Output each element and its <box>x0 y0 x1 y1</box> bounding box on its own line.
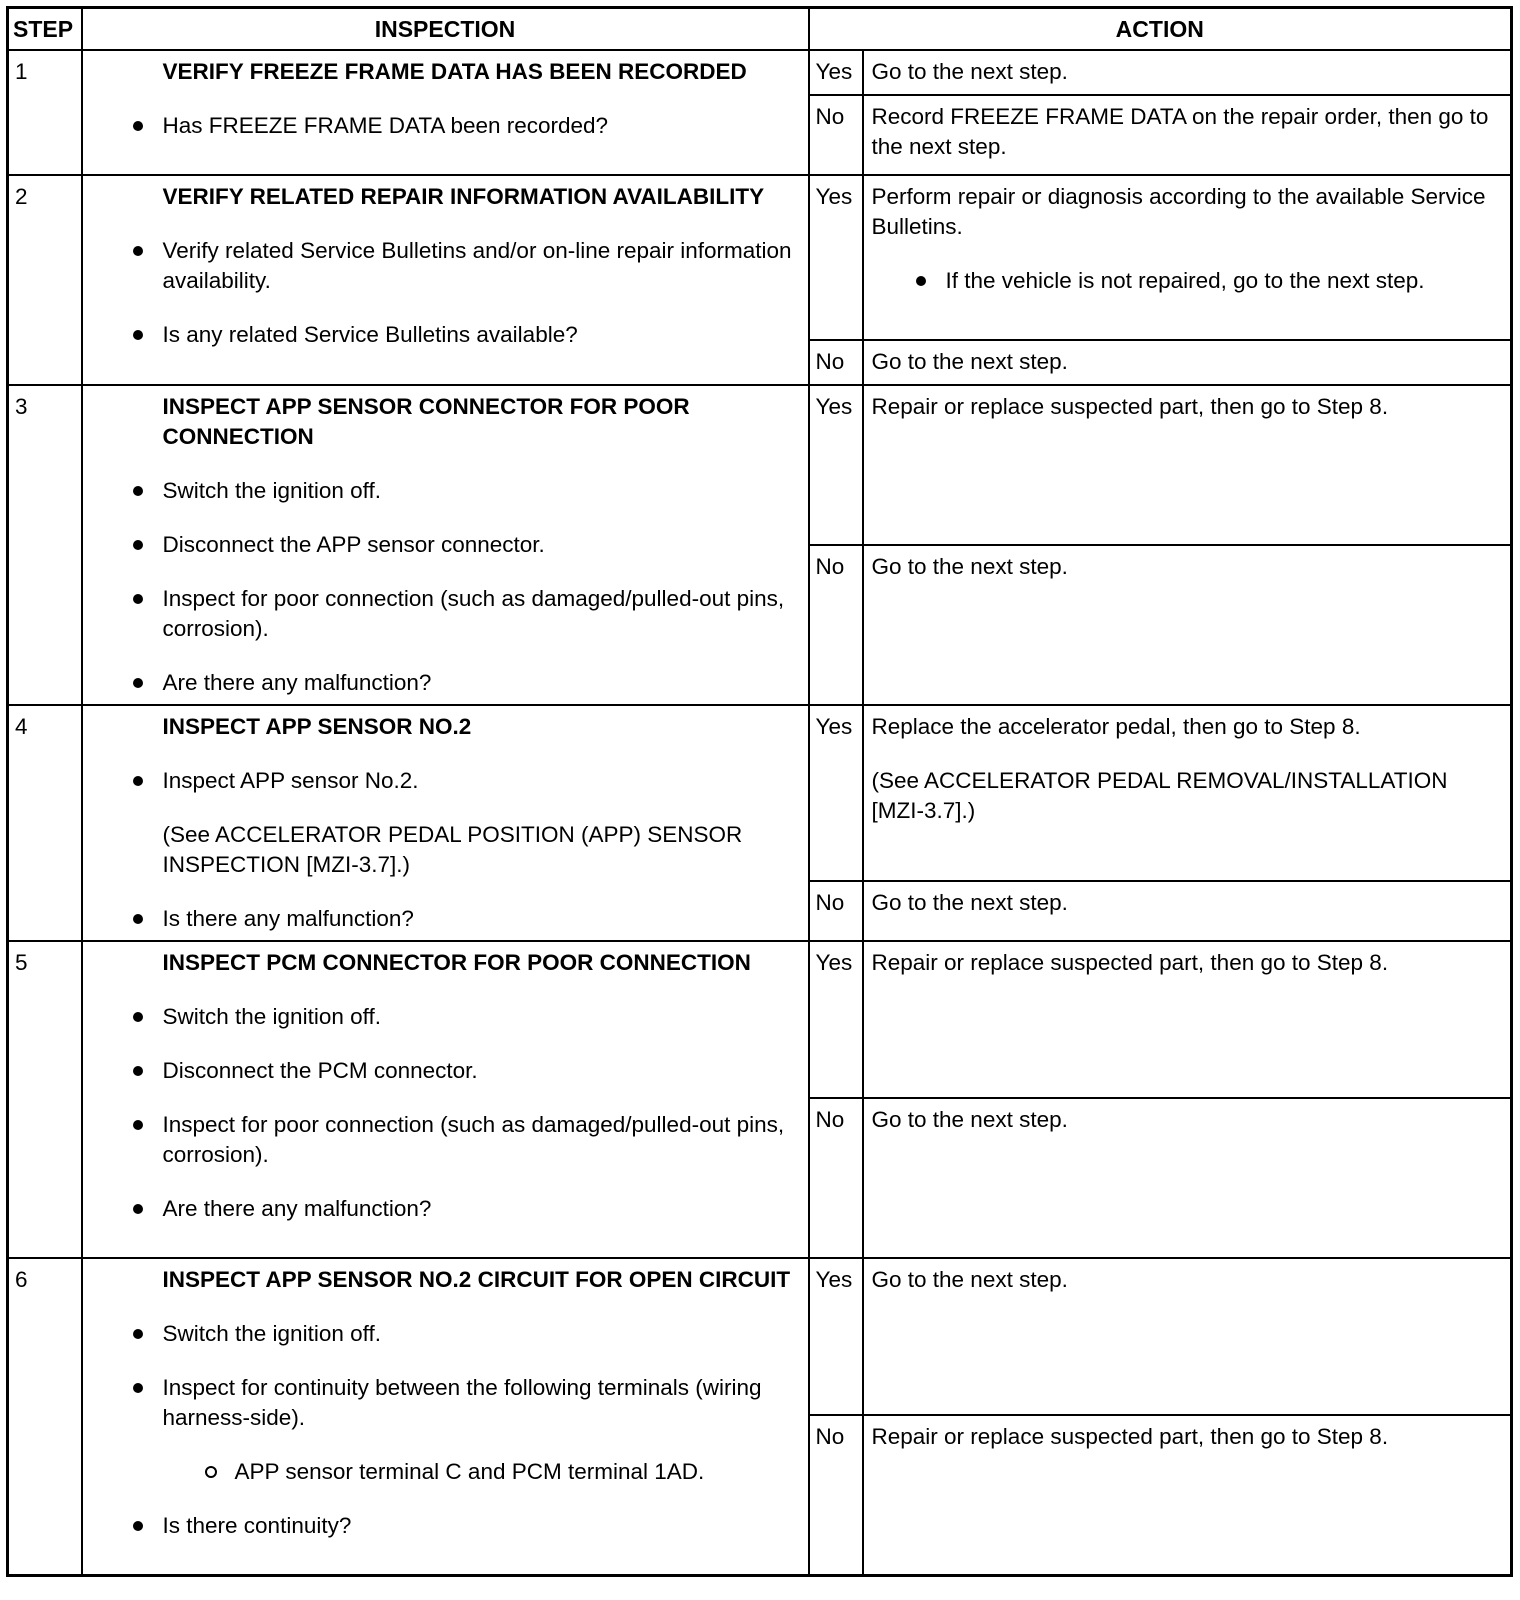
inspection-bullet: Inspect for poor connection (such as damaged/pulled-out pins, corrosion). <box>163 584 800 644</box>
yes-label: Yes <box>809 50 863 95</box>
action-text: Go to the next step. <box>871 349 1068 374</box>
yes-action <box>863 705 1512 881</box>
action-text: Go to the next step. <box>871 554 1068 579</box>
action-text: Perform repair or diagnosis according to the available Service Bulletins. <box>871 184 1486 239</box>
no-action <box>863 545 1512 705</box>
action-text: Repair or replace suspected part, then go to Step 8. <box>871 950 1389 975</box>
step-row <box>8 175 1512 340</box>
step-row <box>8 941 1512 1098</box>
step-row <box>8 385 1512 545</box>
header-row <box>8 8 1512 51</box>
inspection-bullet: Inspect for poor connection (such as damaged/pulled-out pins, corrosion). <box>163 1110 800 1170</box>
action-text: Repair or replace suspected part, then go to Step 8. <box>871 1424 1389 1449</box>
inspection-bullet: Is there continuity? <box>163 1511 800 1541</box>
inspection-title: INSPECT APP SENSOR NO.2 <box>162 714 472 739</box>
yes-label: Yes <box>809 941 863 1098</box>
no-label: No <box>809 1098 863 1258</box>
yes-label: Yes <box>809 705 863 881</box>
action-text: Repair or replace suspected part, then go to Step 8. <box>871 394 1389 419</box>
yes-action <box>863 1258 1512 1415</box>
inspection-bullet: Has FREEZE FRAME DATA been recorded? <box>163 111 800 141</box>
action-text: Go to the next step. <box>871 1267 1068 1292</box>
inspection-title: INSPECT APP SENSOR NO.2 CIRCUIT FOR OPEN CIRCUIT <box>162 1267 791 1292</box>
inspection-bullet: Switch the ignition off. <box>163 476 800 506</box>
step-row <box>8 50 1512 95</box>
step-row <box>8 1258 1512 1415</box>
inspection-bullet: Is any related Service Bulletins available? <box>163 320 800 350</box>
inspection-bullet: Switch the ignition off. <box>163 1319 800 1349</box>
yes-action <box>863 50 1512 95</box>
no-action <box>863 340 1512 385</box>
inspection-cell <box>82 941 809 1258</box>
inspection-bullet: Inspect for continuity between the following terminals (wiring harness-side). <box>163 1373 800 1433</box>
no-action <box>863 1415 1512 1575</box>
yes-action <box>863 175 1512 340</box>
yes-action <box>863 941 1512 1098</box>
inspection-cell <box>82 50 809 175</box>
action-text: Go to the next step. <box>871 59 1068 84</box>
inspection-cell <box>82 385 809 705</box>
inspection-note: (See ACCELERATOR PEDAL POSITION (APP) SENSOR INSPECTION [MZI-3.7].) <box>162 822 743 877</box>
action-text: (See ACCELERATOR PEDAL REMOVAL/INSTALLATION [MZI-3.7].) <box>871 768 1448 823</box>
yes-label: Yes <box>809 1258 863 1415</box>
header-inspection: INSPECTION <box>82 8 809 51</box>
action-bullet: If the vehicle is not repaired, go to the next step. <box>946 266 1503 296</box>
no-action <box>863 95 1512 175</box>
no-label: No <box>809 545 863 705</box>
inspection-bullet: Are there any malfunction? <box>163 668 800 698</box>
inspection-bullet: Inspect APP sensor No.2. <box>163 766 800 796</box>
step-number: 4 <box>8 705 82 941</box>
no-action <box>863 881 1512 941</box>
step-number: 1 <box>8 50 82 175</box>
inspection-bullet: Switch the ignition off. <box>163 1002 800 1032</box>
action-text: Go to the next step. <box>871 1107 1068 1132</box>
inspection-bullet: Are there any malfunction? <box>163 1194 800 1224</box>
yes-label: Yes <box>809 175 863 340</box>
inspection-bullet: Disconnect the PCM connector. <box>163 1056 800 1086</box>
step-number: 6 <box>8 1258 82 1575</box>
inspection-title: INSPECT PCM CONNECTOR FOR POOR CONNECTION <box>162 950 751 975</box>
step-number: 2 <box>8 175 82 385</box>
inspection-bullet: Verify related Service Bulletins and/or on-line repair information availability. <box>163 236 800 296</box>
diagnostic-table <box>6 6 1513 1577</box>
yes-action <box>863 385 1512 545</box>
inspection-cell <box>82 1258 809 1575</box>
step-number: 3 <box>8 385 82 705</box>
inspection-bullet: Is there any malfunction? <box>163 904 800 934</box>
inspection-cell <box>82 705 809 941</box>
no-action <box>863 1098 1512 1258</box>
inspection-bullet: Disconnect the APP sensor connector. <box>163 530 800 560</box>
action-text: Go to the next step. <box>871 889 1068 915</box>
header-action: ACTION <box>809 8 1512 51</box>
inspection-title: VERIFY RELATED REPAIR INFORMATION AVAILABILITY <box>162 184 765 209</box>
inspection-title: INSPECT APP SENSOR CONNECTOR FOR POOR CONNECTION <box>162 394 690 449</box>
action-text: Replace the accelerator pedal, then go to Step 8. <box>871 714 1361 739</box>
action-text: Record FREEZE FRAME DATA on the repair order, then go to the next step. <box>871 104 1489 159</box>
no-label: No <box>809 340 863 385</box>
inspection-sub-bullet: APP sensor terminal C and PCM terminal 1AD. <box>235 1457 800 1487</box>
no-label: No <box>809 881 863 941</box>
inspection-title: VERIFY FREEZE FRAME DATA HAS BEEN RECORDED <box>162 59 747 84</box>
header-step: STEP <box>8 8 82 51</box>
inspection-cell <box>82 175 809 385</box>
no-label: No <box>809 1415 863 1575</box>
yes-label: Yes <box>809 385 863 545</box>
step-row <box>8 705 1512 881</box>
no-label: No <box>809 95 863 175</box>
step-number: 5 <box>8 941 82 1258</box>
